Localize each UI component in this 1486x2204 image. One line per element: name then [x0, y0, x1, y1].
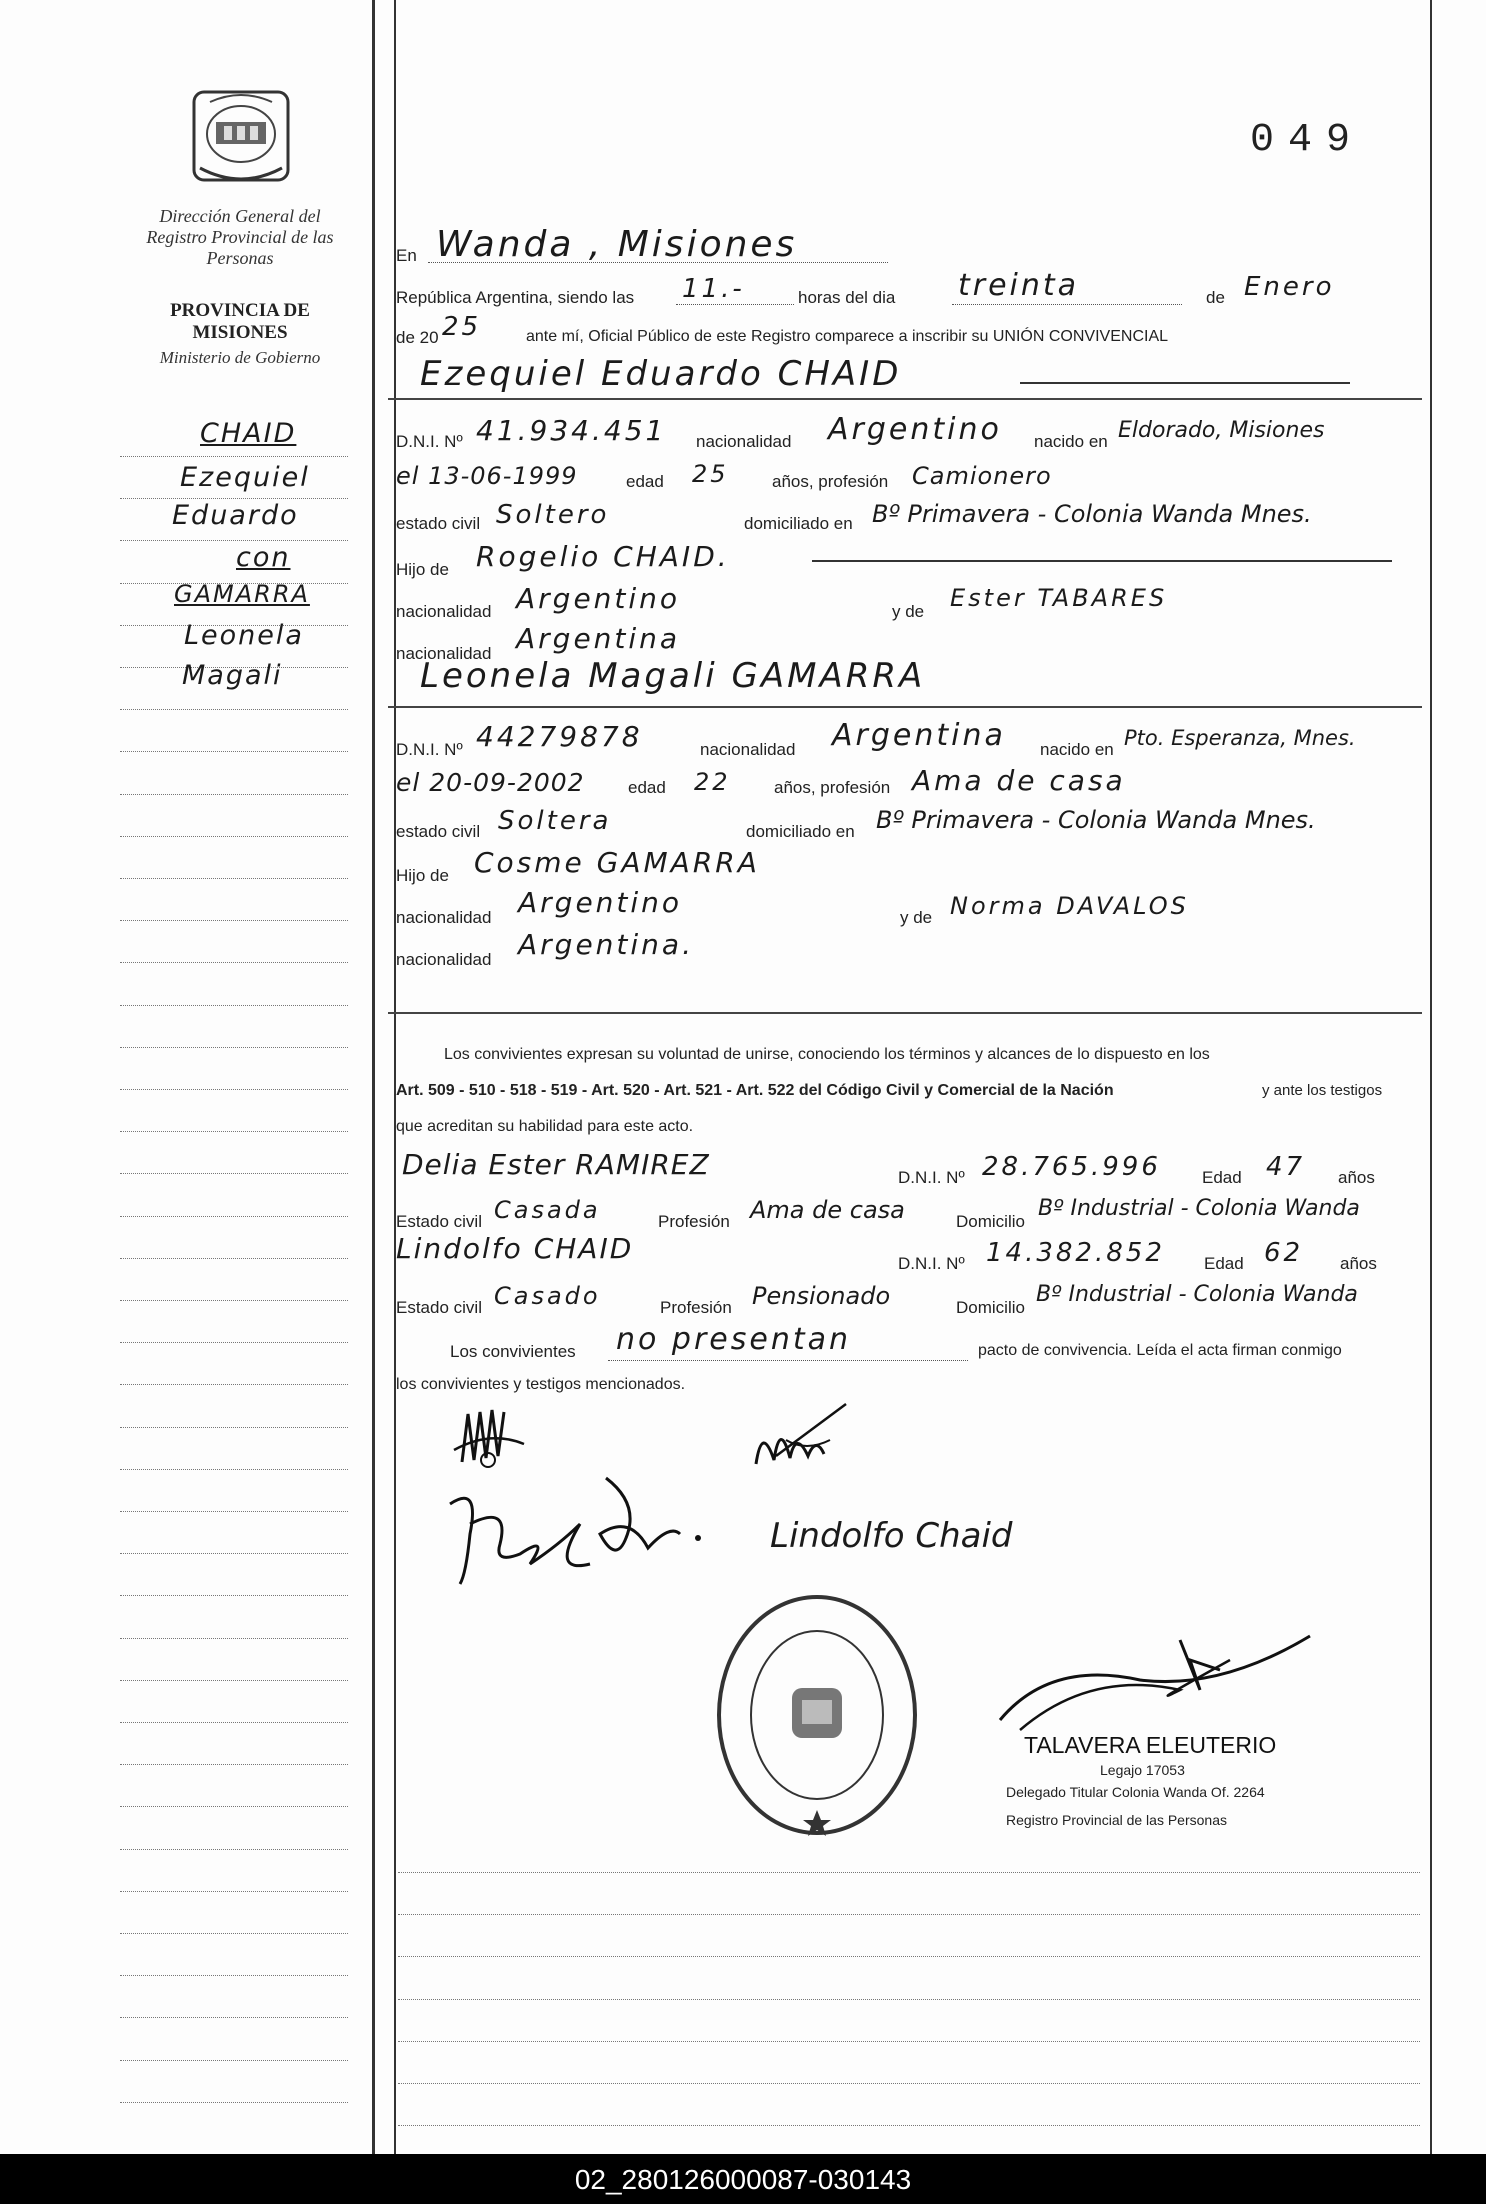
witness1-profession: Ama de casa — [750, 1196, 905, 1224]
person2-address: Bº Primavera - Colonia Wanda Mnes. — [876, 806, 1316, 834]
person1-age-label: edad — [626, 472, 664, 491]
provincial-seal-logo — [186, 82, 296, 192]
witness1-age: 47 — [1266, 1152, 1306, 1182]
province-name: PROVINCIA DE MISIONES — [170, 300, 310, 343]
closing-value: no presentan — [616, 1322, 851, 1357]
ruled-line — [120, 709, 348, 710]
person2-birthplace: Pto. Esperanza, Mnes. — [1124, 726, 1356, 750]
margin-note-partner-surname: GAMARRA — [174, 580, 310, 608]
person1-address-label: domiciliado en — [744, 514, 853, 533]
witness1-age-label: Edad — [1202, 1168, 1242, 1187]
signature-witness2: Lindolfo Chaid — [770, 1516, 1013, 1556]
ruled-line — [120, 1300, 348, 1301]
witness1-address: Bº Industrial - Colonia Wanda — [1038, 1196, 1360, 1221]
person1-nationality-label: nacionalidad — [696, 432, 792, 451]
official-name: TALAVERA ELEUTERIO — [1024, 1732, 1277, 1758]
signature-person2 — [746, 1400, 856, 1480]
place-underline — [428, 262, 888, 263]
witness1-address-label: Domicilio — [956, 1212, 1025, 1231]
person2-name: Leonela Magali GAMARRA — [420, 656, 926, 696]
person1-civil-status: Soltero — [496, 500, 610, 530]
person2-profession-label: años, profesión — [774, 778, 891, 797]
declaration-line1: Los convivientes expresan su voluntad de unirse, conociendo los términos y alcances de lo dispuesto en los — [444, 1046, 1210, 1063]
ruled-line — [120, 1131, 348, 1132]
person2-address-label: domiciliado en — [746, 822, 855, 841]
ruled-line — [120, 1342, 348, 1343]
person1-profession-label: años, profesión — [772, 472, 889, 491]
person2-birthplace-label: nacido en — [1040, 740, 1114, 759]
person2-mother-nat-label: nacionalidad — [396, 950, 492, 969]
ruled-line — [398, 1999, 1420, 2000]
ruled-line — [398, 2125, 1420, 2126]
year-value: 25 — [442, 312, 482, 342]
witness2-age-label: Edad — [1204, 1254, 1244, 1273]
person2-top-rule — [388, 706, 1422, 708]
person1-father-line — [812, 560, 1392, 562]
ruled-line — [398, 1956, 1420, 1957]
person1-profession: Camionero — [912, 462, 1052, 490]
person1-father-nationality: Argentino — [516, 582, 681, 615]
margin-note-middle-name: Eduardo — [172, 500, 299, 531]
witness1-years-label: años — [1338, 1168, 1375, 1187]
registry-name: Dirección General del Registro Provincial de las Personas — [146, 206, 334, 268]
right-border — [1430, 0, 1432, 2154]
ruled-line — [120, 1384, 348, 1385]
ruled-line — [120, 1806, 348, 1807]
document-code-bar — [0, 2154, 1486, 2204]
ruled-line — [120, 1511, 348, 1512]
ruled-line — [120, 1047, 348, 1048]
person2-nationality-label: nacionalidad — [700, 740, 796, 759]
person2-father-nat-label: nacionalidad — [396, 908, 492, 927]
person2-father-nationality: Argentino — [518, 886, 683, 919]
person1-mother-nat-label: nacionalidad — [396, 644, 492, 663]
ruled-line — [398, 2041, 1420, 2042]
person2-civil-label: estado civil — [396, 822, 481, 841]
column-divider-left — [372, 0, 375, 2154]
ruled-line — [120, 1849, 348, 1850]
ruled-line — [120, 2102, 348, 2103]
ruled-line — [120, 1764, 348, 1765]
ruled-line — [120, 1975, 348, 1976]
person1-birthplace-label: nacido en — [1034, 432, 1108, 451]
margin-note-first-name: Ezequiel — [180, 462, 310, 493]
ruled-line — [120, 1933, 348, 1934]
ministry-name: Ministerio de Gobierno — [159, 348, 321, 367]
hour-underline — [676, 304, 794, 305]
ruled-line — [120, 920, 348, 921]
declaration-line3: que acreditan su habilidad para este acto. — [396, 1118, 694, 1135]
person1-mother: Ester TABARES — [950, 584, 1168, 612]
ruled-line — [120, 498, 348, 499]
ruled-line — [120, 1553, 348, 1554]
official-signature — [990, 1620, 1320, 1740]
ruled-line — [120, 456, 348, 457]
place-value: Wanda , Misiones — [436, 224, 798, 265]
person1-civil-label: estado civil — [396, 514, 481, 533]
witness2-civil-label: Estado civil — [396, 1298, 482, 1317]
person1-father: Rogelio CHAID. — [476, 540, 730, 573]
person2-mother-nationality: Argentina. — [518, 928, 694, 961]
ruled-line — [120, 2017, 348, 2018]
margin-note-partner-middle: Magali — [182, 660, 283, 691]
witness1-dni-label: D.N.I. Nº — [898, 1168, 965, 1187]
official-stamp — [712, 1590, 922, 1840]
margin-note-partner-first: Leonela — [184, 620, 304, 651]
person1-father-label: Hijo de — [396, 560, 449, 579]
person2-father: Cosme GAMARRA — [474, 846, 760, 879]
witness2-civil-status: Casado — [494, 1282, 601, 1310]
ruled-line — [120, 1089, 348, 1090]
witness2-years-label: años — [1340, 1254, 1377, 1273]
month-label: de — [1206, 288, 1225, 307]
person1-dni: 41.934.451 — [476, 414, 667, 447]
person2-age: 22 — [694, 768, 731, 796]
ruled-line — [120, 1427, 348, 1428]
witness2-age: 62 — [1264, 1238, 1304, 1268]
hour-value: 11.- — [682, 274, 745, 304]
person1-dni-label: D.N.I. Nº — [396, 432, 463, 451]
ruled-line — [120, 878, 348, 879]
person1-birthdate: el 13-06-1999 — [396, 462, 578, 490]
signature-witness1 — [430, 1464, 720, 1604]
ruled-line — [120, 794, 348, 795]
document-code: 02_280126000087-030143 — [574, 2164, 912, 2195]
person2-mother: Norma DAVALOS — [950, 892, 1189, 920]
person1-name: Ezequiel Eduardo CHAID — [420, 354, 902, 394]
ruled-line — [120, 751, 348, 752]
closing-underline — [608, 1360, 968, 1361]
person2-nationality: Argentina — [832, 718, 1006, 753]
ruled-line — [120, 836, 348, 837]
official-role: Delegado Titular Colonia Wanda Of. 2264 — [1006, 1784, 1265, 1800]
person1-father-nat-label: nacionalidad — [396, 602, 492, 621]
person1-age: 25 — [692, 460, 729, 488]
margin-note-surname: CHAID — [200, 418, 297, 449]
month-value: Enero — [1244, 272, 1335, 302]
closing-line2: los convivientes y testigos mencionados. — [396, 1376, 686, 1393]
closing-prefix: Los convivientes — [450, 1342, 576, 1361]
witness2-dni-label: D.N.I. Nº — [898, 1254, 965, 1273]
column-divider-inner — [394, 0, 396, 2154]
act-number: 049 — [1250, 118, 1365, 163]
ruled-line — [398, 1872, 1420, 1873]
official-office: Registro Provincial de las Personas — [1006, 1812, 1227, 1828]
ruled-line — [120, 1216, 348, 1217]
ruled-line — [120, 1680, 348, 1681]
declaration-top-rule — [388, 1012, 1422, 1014]
witness1-name: Delia Ester RAMIREZ — [402, 1148, 710, 1181]
republic-label: República Argentina, siendo las — [396, 288, 635, 307]
witness1-civil-label: Estado civil — [396, 1212, 482, 1231]
witness2-dni: 14.382.852 — [986, 1238, 1165, 1268]
official-legajo: Legajo 17053 — [1100, 1762, 1185, 1778]
person2-father-label: Hijo de — [396, 866, 449, 885]
ruled-line — [120, 1595, 348, 1596]
ruled-line — [120, 1173, 348, 1174]
person2-civil-status: Soltera — [498, 806, 612, 836]
ruled-line — [120, 1891, 348, 1892]
person1-name-underline — [1020, 382, 1350, 384]
witness1-profession-label: Profesión — [658, 1212, 730, 1231]
person2-dni: 44279878 — [476, 720, 643, 753]
ruled-line — [120, 1469, 348, 1470]
ruled-line — [120, 1258, 348, 1259]
witness2-profession-label: Profesión — [660, 1298, 732, 1317]
witness2-address: Bº Industrial - Colonia Wanda — [1036, 1282, 1358, 1307]
ruled-line — [398, 1914, 1420, 1915]
ruled-line — [120, 2060, 348, 2061]
witness2-profession: Pensionado — [752, 1282, 891, 1310]
person2-age-label: edad — [628, 778, 666, 797]
person1-address: Bº Primavera - Colonia Wanda Mnes. — [872, 500, 1312, 528]
ruled-line — [120, 962, 348, 963]
day-underline — [952, 304, 1182, 305]
day-value: treinta — [958, 268, 1080, 303]
ruled-line — [120, 540, 348, 541]
ruled-line — [398, 2083, 1420, 2084]
ruled-line — [120, 1638, 348, 1639]
person2-birthdate: el 20-09-2002 — [396, 768, 585, 797]
margin-note-con: con — [236, 542, 291, 573]
hours-label: horas del dia — [798, 288, 896, 307]
person1-nationality: Argentino — [828, 412, 1002, 447]
person1-mother-nationality: Argentina — [516, 622, 681, 655]
intro-statement: ante mí, Oficial Público de este Registro comparece a inscribir su UNIÓN CONVIVENCIAL — [526, 328, 1169, 345]
person1-mother-label: y de — [892, 602, 925, 621]
declaration-articles: Art. 509 - 510 - 518 - 519 - Art. 520 - Art. 521 - Art. 522 del Código Civil y Comercial de la Nación — [396, 1082, 1114, 1099]
en-label: En — [396, 246, 417, 265]
person1-birthplace: Eldorado, Misiones — [1118, 418, 1325, 443]
person2-mother-label: y de — [900, 908, 933, 927]
witness2-name: Lindolfo CHAID — [396, 1232, 634, 1265]
witness2-address-label: Domicilio — [956, 1298, 1025, 1317]
declaration-line2-rest: y ante los testigos — [1262, 1082, 1383, 1099]
person2-profession: Ama de casa — [912, 764, 1126, 797]
closing-suffix: pacto de convivencia. Leída el acta firman conmigo — [978, 1342, 1342, 1359]
person1-top-rule — [388, 398, 1422, 400]
year-label: de 20 — [396, 328, 439, 347]
person2-dni-label: D.N.I. Nº — [396, 740, 463, 759]
witness1-civil-status: Casada — [494, 1196, 601, 1224]
ruled-line — [120, 1005, 348, 1006]
witness1-dni: 28.765.996 — [982, 1152, 1161, 1182]
ruled-line — [120, 1722, 348, 1723]
